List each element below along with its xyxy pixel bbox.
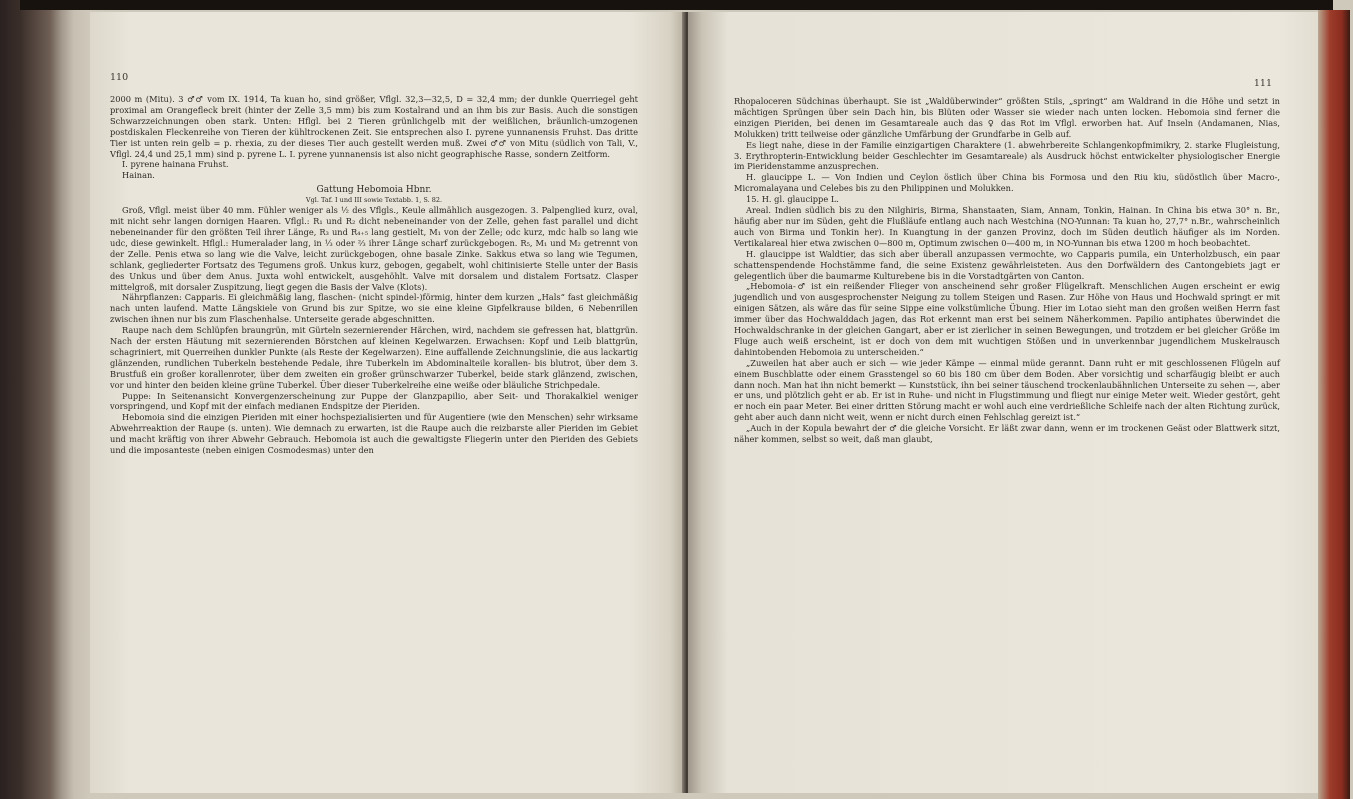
left-body-paragraph: Puppe: In Seitenansicht Konvergenzerscheinung zur Puppe der Glanzpapilio, aber Seit- und Thorakalkiel weniger vorspringend, und Kopf mit der einfach medianen Endspitze der Pieriden. <box>110 390 638 412</box>
left-page-text <box>110 94 638 456</box>
left-body-paragraph: Nährpflanzen: Capparis. Ei gleichmäßig lang, flaschen- (nicht spindel-)förmig, hinter dem kurzen „Hals“ fast gleichmäßig nach unten laufend. Matte Längskiele von Grund bis zur Spitze, wo sie eine kleine Gipfelkrause bilden, 6 Nebenrillen zwischen ihnen nur bis zum Flaschenhalse. Unterseite gerade abgeschnitten. <box>110 292 638 325</box>
right-paragraph: H. glaucippe L. — Von Indien und Ceylon östlich über China bis Formosa und den Riu kiu, südöstlich über Macro-, Micromalayana und Celebes bis zu den Philippinen und Molukken. <box>734 172 1280 194</box>
left-body-paragraph: Hebomoia sind die einzigen Pieriden mit einer hochspezialisierten und für Augentiere (wie den Menschen) sehr wirksame Abwehrreaktion der Raupe (s. unten). Wie demnach zu erwarten, ist die Raupe auch die reizbarste aller Pieriden im Gebiet und macht kräftig von ihrer Abwehr Gebrauch. Hebomoia ist auch die gewaltigste Fliegerin unter den Pieriden des Gebiets und die imposanteste (neben einigen Cosmodesmas) unter den <box>110 412 638 456</box>
right-paragraph: „Hebomoia-♂ ist ein reißender Flieger von anscheinend sehr großer Flügelkraft. Menschlichen Augen erscheint er ewig jugendlich und von ausgesprochenster Neigung zu tollem Steigen und Rasen. Zur Höhe von Haus und Hochwald springt er mit einigen Sätzen, als wäre das für seine Sippe eine volkstümliche Übung. Hier im Lotao sieht man den großen weißen Herrn fast immer über das Hochwalddach jagen, das Rot erkennt man erst bei seinem Näherkommen. Papilio antiphates überwindet die Hochwaldschranke in der gleichen Gangart, aber er ist zierlicher in seinen Bewegungen, und trotzdem er bei gleicher Größe im Fluge auch weiß erscheint, ist er doch von dem mit wuchtigen Stößen und in unverkennbar jugendlichem Muskelrausch dahintobenden Hebomoia zu unterscheiden.“ <box>734 281 1280 357</box>
right-paragraph: „Auch in der Kopula bewahrt der ♂ die gleiche Vorsicht. Er läßt zwar dann, wenn er im trockenen Geäst oder Blattwerk sitzt, näher kommen, selbst so weit, daß man glaubt, <box>734 423 1280 445</box>
right-paragraph: „Zuweilen hat aber auch er sich — wie jeder Kämpe — einmal müde gerannt. Dann ruht er mit geschlossenen Flügeln auf einem Buschblatte oder einem Grasstengel so 60 bis 180 cm über dem Boden. Aber vorsichtig und scharfäugig bleibt er auch dann noch. Man hat ihn nicht bemerkt — Kunststück, ihn bei seiner täuschend trockenlaubähnlichen Unterseite zu sehen —, aber er uns, und plötzlich geht er ab. Er ist in Ruhe- und nicht in Flugstimmung und fliegt nur einige Meter weit. Wieder gestört, geht er noch ein paar Meter. Bei einer dritten Störung macht er wohl auch eine verdrießliche Schleife nach der alten Richtung zurück, geht aber auch dann nicht weit, wenn er nicht durch einen Fehlschlag gereizt ist.“ <box>734 357 1280 423</box>
right-paragraph: Rhopaloceren Südchinas überhaupt. Sie ist „Waldüberwinder“ größten Stils, „springt“ am Waldrand in die Höhe und setzt in mächtigen Sprüngen über sein Dach hin, bis Blüten oder Wasser sie wieder nach unten locken. Hebomoia sind ferner die einzigen Pieriden, bei denen im Gesamtareale auch das ♀ das Rot im Vflgl. erworben hat. Auf Inseln (Andamanen, Nias, Molukken) tritt teilweise oder gänzliche Umfärbung der Grundfarbe in Gelb auf. <box>734 96 1280 139</box>
left-page-number: 110 <box>110 72 129 83</box>
genus-reference: Vgl. Taf. I und III sowie Textabb. 1, S. 82. <box>305 196 443 205</box>
right-page-text <box>734 96 1280 445</box>
left-paragraph: I. pyrene hainana Fruhst. <box>122 159 229 170</box>
left-paragraph: Hainan. <box>122 170 155 181</box>
left-paragraph: 2000 m (Mitu). 3 ♂♂ vom IX. 1914, Ta kuan ho, sind größer, Vflgl. 32,3—32,5, D = 32,4 mm; der dunkle Querriegel geht proximal am Orangefleck breit (hinter der Zelle 3,5 mm) bis zum Kostalrand und an ihm bis zur Basis. Auch die sonstigen Schwarzzeichnungen oben stark. Unten: Hflgl. bei 2 Tieren grünlichgelb mit der weißlichen, bräunlich-umzogenen postdiskalen Fleckenreihe von Tieren der kühltrockenen Zeit. Sie entsprechen also I. pyrene yunnanensis Fruhst. Das dritte Tier ist unten rein gelb = p. rhexia, zu der dieses Tier auch gestellt werden muß. Zwei ♂♂ von Mitu (südlich von Tali, V., Vflgl. 24,4 und 25,1 mm) sind p. pyrene L. I. pyrene yunnanensis ist also nicht geographische Rasse, sondern Zeitform. <box>110 94 638 159</box>
left-body-paragraph: Raupe nach dem Schlüpfen braungrün, mit Gürteln sezernierender Härchen, wird, nachdem sie gefressen hat, blattgrün. Nach der ersten Häutung mit sezernierenden Börstchen auf kleinen Kegelwarzen. Erwachsen: Kopf und Leib blattgrün, schagriniert, mit Querreihen dunkler Punkte (als Reste der Kegelwarzen). Eine auffallende Zeichnungslinie, die aus lackartig glänzenden, rundlichen Tuberkeln bestehende Pedale, ihre Tuberkeln im Abdominalteile korallen- bis blutrot, über dem 3. Brustfuß ein großer korallenroter, über dem zweiten ein großer grünschwarzer Tuberkel, beide stark glänzend, zwischen, vor und hinter den beiden kleine grüne Tuberkel. Über dieser Tuberkelreihe eine weiße oder bläuliche Strichpedale. <box>110 325 638 390</box>
right-paragraph: Es liegt nahe, diese in der Familie einzigartigen Charaktere (1. abwehrbereite Schlangenkopfmimikry, 2. starke Flugleistung, 3. Erythropterin-Entwicklung beider Geschlechter im Gesamtareale) als Ausdruck höchst entwickelter physiologischer Energie im Pieridenstamme anzusprechen. <box>734 139 1280 172</box>
right-paragraph: H. glaucippe ist Waldtier, das sich aber überall anzupassen vermochte, wo Capparis pumila, ein Unterholzbusch, ein paar schattenspendende Hochstämme fand, die seine Existenz gewährleisteten. Aus den Dorfwäldern des Cantongebiets jagt er gelegentlich über die baumarme Kulturebene bis in die Vorstadtgärten von Canton. <box>734 248 1280 281</box>
right-page <box>688 12 1320 793</box>
book-cover-edge <box>1318 10 1350 799</box>
left-body-paragraph: Groß, Vflgl. meist über 40 mm. Fühler weniger als ½ des Vflgls., Keule allmählich ausgezogen. 3. Palpenglied kurz, oval, mit nicht sehr langen dornigen Haaren. Vflgl.: R₁ und R₂ dicht nebeneinander von der Zelle, gehen fast parallel und dicht nebeneinander für den größten Teil ihrer Länge, R₃ und R₄₊₅ lang gestielt, M₁ von der Zelle; odc kurz, mdc halb so lang wie udc, diese gewinkelt. Hflgl.: Humeralader lang, in ⅓ oder ⅔ ihrer Länge scharf zurückgebogen. R₅, M₁ und M₂ getrennt von der Zelle. Penis etwa so lang wie die Valve, leicht zurückgebogen, ohne basale Zinke. Sakkus etwa so lang wie Tegumen, schlank, gegliederter Fortsatz des Tegumens groß. Unkus kurz, gebogen, gegabelt, wohl chitinisierte Stelle unter der Basis des Unkus und über dem Anus. Juxta wohl entwickelt, ausgehöhlt. Valve mit dorsalem und distalem Fortsatz. Clasper mittelgroß, mit dorsaler Zuspitzung, liegt gegen die Basis der Valve (Klots). <box>110 205 638 292</box>
species-heading: 15. H. gl. glaucippe L. <box>746 194 839 205</box>
left-page <box>90 12 684 793</box>
right-paragraph: Areal. Indien südlich bis zu den Nilghiris, Birma, Shanstaaten, Siam, Annam, Tonkin, Hainan. In China bis etwa 30° n. Br., häufig aber nur im Süden, geht die Flußläufe entlang auch nach Westchina (NO-Yunnan: Ta kuan ho, 27,7° n.Br., wahrscheinlich auch von Birma und Tonkin her). In Kuangtung in der ganzen Provinz, doch im Süden deutlich häufiger als im Norden. Vertikalareal hier etwa zwischen 0—800 m, Optimum zwischen 0—400 m, in NO-Yunnan bis etwa 1200 m hoch beobachtet. <box>734 205 1280 248</box>
genus-heading: Gattung Hebomoia Hbnr. <box>316 185 432 196</box>
right-page-number: 111 <box>1253 78 1272 89</box>
scan-top-edge <box>20 0 1333 10</box>
